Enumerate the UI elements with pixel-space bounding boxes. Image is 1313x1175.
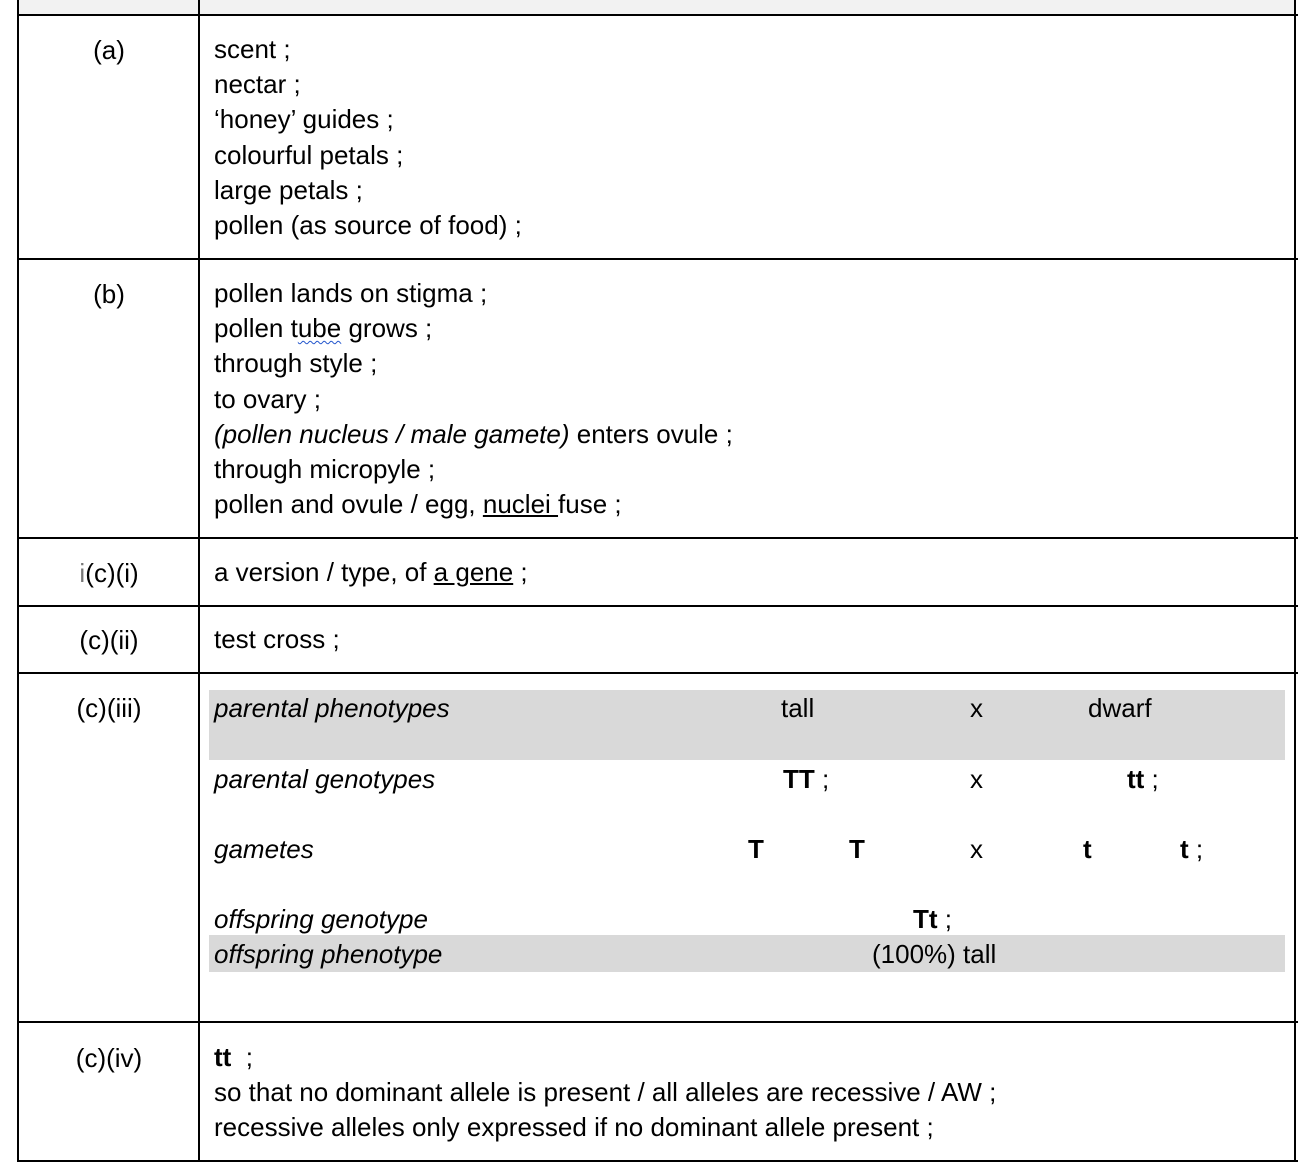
answer-line: ‘honey’ guides ;: [214, 104, 394, 135]
cross-symbol: x: [970, 834, 983, 864]
answer-line: [214, 555, 528, 590]
genotype-symbol: tt: [1127, 764, 1145, 794]
answer-text: ;: [513, 557, 528, 587]
genotype-symbol: TT: [783, 764, 815, 794]
mark-symbol: ;: [1144, 764, 1159, 794]
gamete-symbol: T: [849, 834, 865, 864]
row-divider: [18, 258, 1298, 260]
underlined-keyword: nuclei: [482, 489, 559, 520]
answer-text: fuse ;: [558, 489, 622, 520]
label-text: (c)(i): [85, 558, 139, 588]
row-divider: [18, 1021, 1298, 1023]
answer-list-c-i: [214, 555, 528, 590]
gamete-symbol: T: [748, 834, 764, 864]
parental-phenotype-left: tall: [781, 693, 815, 723]
answer-line: [214, 417, 733, 452]
row-divider: [18, 605, 1298, 607]
genotype-symbol: Tt: [913, 904, 938, 934]
gamete-symbol-with-mark: [1180, 831, 1203, 867]
question-label-c-ii: (c)(ii): [79, 625, 139, 655]
answer-line: [214, 487, 733, 522]
question-label-b: (b): [93, 279, 125, 309]
answer-line: nectar ;: [214, 69, 301, 100]
answer-line: pollen (as source of food) ;: [214, 209, 522, 240]
answer-text: enters ovule ;: [569, 418, 733, 449]
gametes-label: gametes: [214, 834, 314, 864]
row-divider: [18, 537, 1298, 539]
parental-genotypes-label: parental genotypes: [214, 764, 436, 794]
spellcheck-marked-text: ube: [297, 313, 342, 344]
answer-line: through style ;: [214, 348, 378, 379]
answer-text: pollen and ovule / egg,: [214, 489, 483, 520]
answer-line: through micropyle ;: [214, 453, 436, 484]
mark-symbol: ;: [1188, 834, 1204, 864]
answer-list-b: [214, 276, 733, 522]
answer-list-a: [214, 32, 522, 243]
question-label-c-i: [18, 556, 200, 591]
gamete-symbol: t: [1083, 834, 1092, 864]
answer-line: recessive alleles only expressed if no dominant allele present ;: [214, 1112, 934, 1143]
label-fragment: i: [79, 558, 86, 588]
mark-symbol: ;: [814, 764, 830, 794]
parental-genotype-right: [1127, 761, 1159, 797]
parental-phenotypes-label: parental phenotypes: [214, 693, 450, 723]
parental-phenotype-right: dwarf: [1088, 693, 1152, 723]
answer-line: colourful petals ;: [214, 139, 404, 170]
answer-line: so that no dominant allele is present / all alleles are recessive / AW ;: [214, 1077, 997, 1108]
cross-symbol: x: [970, 764, 983, 794]
answer-line: scent ;: [214, 34, 291, 64]
gamete-symbol: t: [1180, 834, 1189, 864]
answer-line: [214, 1040, 996, 1075]
question-label-c-iv: (c)(iv): [75, 1043, 143, 1073]
table-right-border: [1294, 0, 1296, 1162]
table-bottom-border: [18, 1160, 1298, 1162]
offspring-phenotype-value: (100%) tall: [872, 939, 997, 969]
offspring-phenotype-label: offspring phenotype: [214, 939, 443, 969]
question-label-a: (a): [93, 35, 125, 65]
answer-text: pollen t: [214, 313, 298, 344]
answer-text: a version / type, of: [214, 557, 434, 587]
answer-line: test cross ;: [214, 624, 340, 654]
answer-list-c-iv: [214, 1040, 996, 1146]
answer-line: pollen lands on stigma ;: [214, 278, 488, 308]
answer-line: [214, 311, 733, 346]
answer-list-c-ii: [214, 622, 340, 657]
cross-symbol: x: [970, 693, 983, 723]
genotype-symbol: tt: [214, 1042, 232, 1072]
answer-line: to ovary ;: [214, 383, 321, 414]
row-divider: [18, 14, 1298, 16]
answer-text: grows ;: [341, 313, 433, 344]
row-divider: [18, 672, 1298, 674]
answer-line: large petals ;: [214, 174, 363, 205]
mark-symbol: ;: [231, 1042, 253, 1072]
underlined-keyword: a gene: [433, 557, 514, 587]
parental-genotype-left: [783, 761, 829, 797]
mark-symbol: ;: [937, 904, 952, 934]
question-label-c-iii: (c)(iii): [76, 693, 142, 723]
italic-note: (pollen nucleus / male gamete): [214, 418, 570, 449]
offspring-genotype-label: offspring genotype: [214, 904, 428, 934]
offspring-genotype-value: [913, 901, 952, 937]
